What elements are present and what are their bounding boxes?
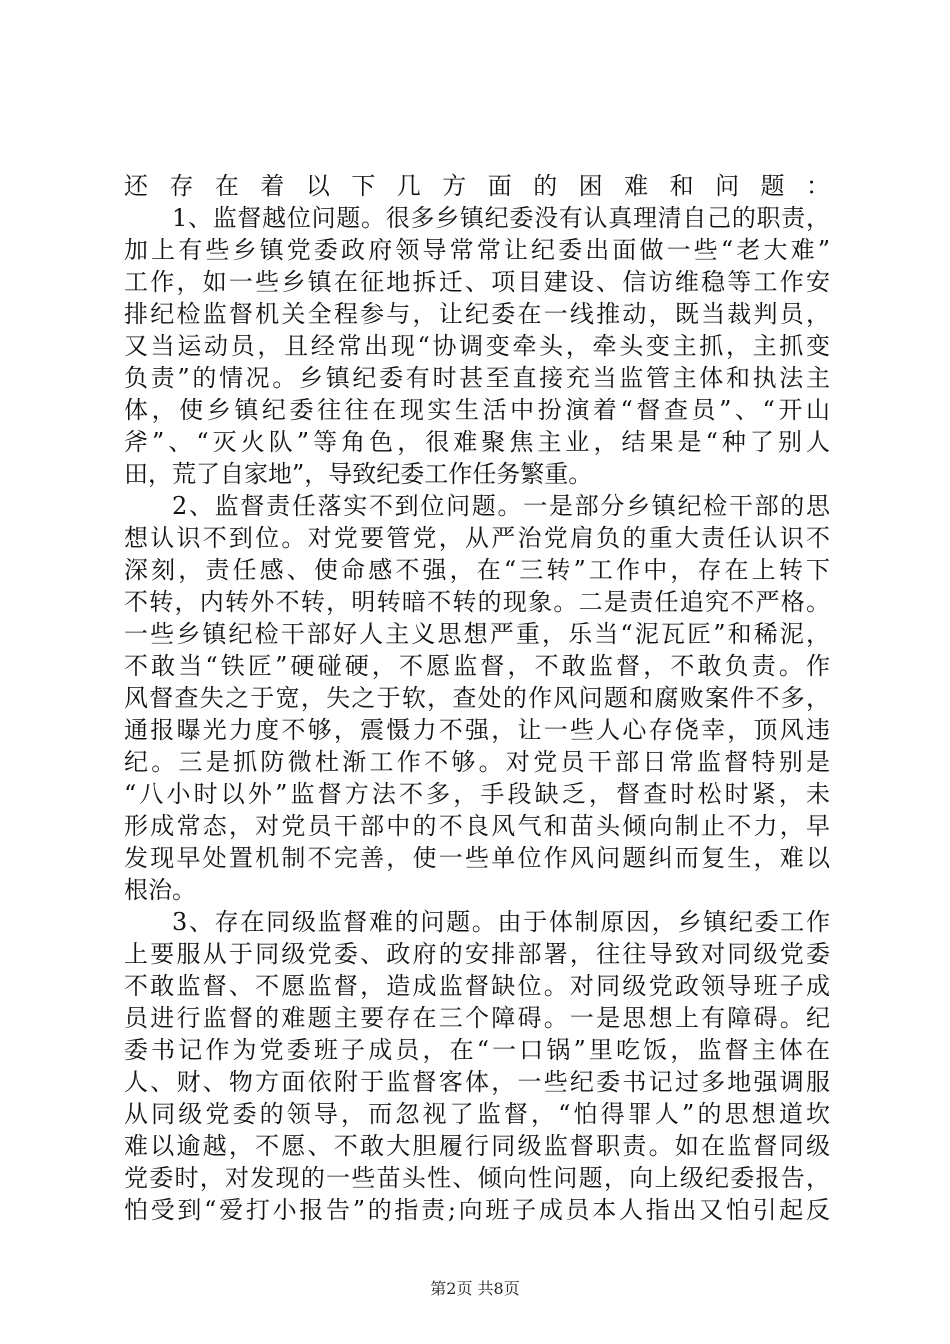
- page-number-label: 第2页 共8页: [430, 1279, 520, 1298]
- text-line: 一些乡镇纪检干部好人主义思想严重，乐当“泥瓦匠”和稀泥，: [124, 620, 830, 648]
- text-line: 通报曝光力度不够，震慑力不强，让一些人心存侥幸，顶风违: [124, 716, 830, 744]
- text-line: 形成常态，对党员干部中的不良风气和苗头倾向制止不力，早: [124, 812, 830, 840]
- text-line: 党委时，对发现的一些苗头性、倾向性问题，向上级纪委报告，: [124, 1164, 830, 1192]
- text-line: 斧”、“灭火队”等角色，很难聚焦主业，结果是“种了别人: [124, 428, 830, 456]
- text-line: 田，荒了自家地”，导致纪委工作任务繁重。: [124, 460, 593, 488]
- paragraph-2-start: 2、监督责任落实不到位问题。一是部分乡镇纪检干部的思: [172, 492, 830, 520]
- text-line: 排纪检监督机关全程参与，让纪委在一线推动，既当裁判员，: [124, 300, 830, 328]
- text-line: 纪。三是抓防微杜渐工作不够。对党员干部日常监督特别是: [124, 748, 830, 776]
- text-line: “八小时以外”监督方法不多，手段缺乏，督查时松时紧，未: [124, 780, 830, 808]
- text-line: 工作，如一些乡镇在征地拆迁、项目建设、信访维稳等工作安: [124, 268, 830, 296]
- text-line: 上要服从于同级党委、政府的安排部署，往往导致对同级党委: [124, 940, 830, 968]
- text-line: 发现早处置机制不完善，使一些单位作风问题纠而复生，难以: [124, 844, 830, 872]
- text-line: 难以逾越，不愿、不敢大胆履行同级监督职责。如在监督同级: [124, 1132, 830, 1160]
- text-line: 加上有些乡镇党委政府领导常常让纪委出面做一些“老大难”: [124, 236, 830, 264]
- page-footer: [0, 1278, 950, 1300]
- paragraph-3-start: 3、存在同级监督难的问题。由于体制原因，乡镇纪委工作: [172, 908, 830, 936]
- text-line: 怕受到“爱打小报告”的指责;向班子成员本人指出又怕引起反: [124, 1196, 830, 1224]
- text-line: 委书记作为党委班子成员，在“一口锅”里吃饭，监督主体在: [124, 1036, 830, 1064]
- text-line: 从同级党委的领导，而忽视了监督，“怕得罪人”的思想道坎: [124, 1100, 830, 1128]
- text-line: 深刻，责任感、使命感不强，在“三转”工作中，存在上转下: [124, 556, 830, 584]
- text-line: 又当运动员，且经常出现“协调变牵头，牵头变主抓，主抓变: [124, 332, 830, 360]
- paragraph-1-start: 1、监督越位问题。很多乡镇纪委没有认真理清自己的职责，: [172, 204, 830, 232]
- text-line: 负责”的情况。乡镇纪委有时甚至直接充当监管主体和执法主: [124, 364, 830, 392]
- text-line: 根治。: [124, 876, 196, 904]
- text-line: 想认识不到位。对党要管党，从严治党肩负的重大责任认识不: [124, 524, 830, 552]
- text-line: 风督查失之于宽，失之于软，查处的作风问题和腐败案件不多，: [124, 684, 830, 712]
- text-line: 还存在着以下几方面的困难和问题：: [124, 172, 830, 200]
- text-line: 人、财、物方面依附于监督客体，一些纪委书记过多地强调服: [124, 1068, 830, 1096]
- text-line: 不敢当“铁匠”硬碰硬，不愿监督，不敢监督，不敢负责。作: [124, 652, 830, 680]
- text-line: 体，使乡镇纪委往往在现实生活中扮演着“督查员”、“开山: [124, 396, 830, 424]
- text-line: 不转，内转外不转，明转暗不转的现象。二是责任追究不严格。: [124, 588, 830, 616]
- document-body: [124, 170, 830, 1226]
- text-line: 员进行监督的难题主要存在三个障碍。一是思想上有障碍。纪: [124, 1004, 830, 1032]
- text-line: 不敢监督、不愿监督，造成监督缺位。对同级党政领导班子成: [124, 972, 830, 1000]
